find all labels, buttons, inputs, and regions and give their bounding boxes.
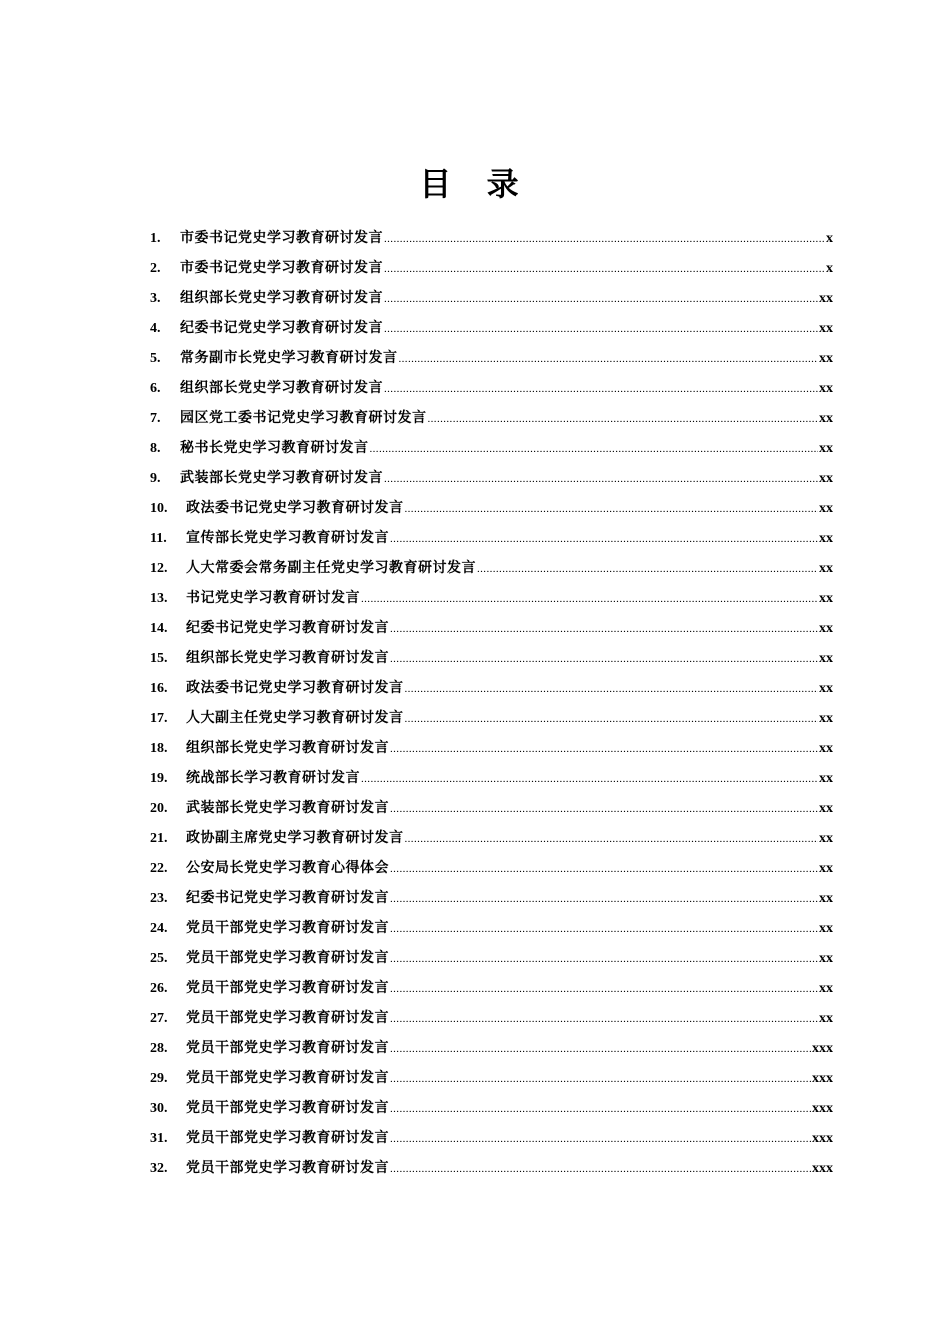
toc-dot-leader (390, 854, 818, 884)
toc-dot-leader (428, 404, 819, 434)
toc-entry-page: xx (819, 381, 833, 396)
toc-entry[interactable] (150, 853, 833, 883)
toc-entry[interactable] (150, 433, 833, 463)
toc-dot-leader (477, 554, 818, 584)
toc-entry[interactable] (150, 1063, 833, 1093)
toc-entry-number: 22. (150, 861, 168, 876)
toc-entry-page: xx (819, 681, 833, 696)
toc-dot-leader (384, 374, 818, 404)
toc-entry-number: 14. (150, 621, 168, 636)
toc-entry-title: 纪委书记党史学习教育研讨发言 (180, 320, 383, 336)
toc-entry-title: 党员干部党史学习教育研讨发言 (186, 1160, 389, 1176)
toc-entry-number: 4. (150, 321, 161, 336)
toc-entry-title: 组织部长党史学习教育研讨发言 (186, 650, 389, 666)
toc-entry-page: xxx (812, 1071, 833, 1086)
toc-entry[interactable] (150, 1003, 833, 1033)
toc-entry-title: 市委书记党史学习教育研讨发言 (180, 230, 383, 246)
toc-entry-number: 21. (150, 831, 168, 846)
toc-entry-page: xx (819, 621, 833, 636)
toc-entry-title: 秘书长党史学习教育研讨发言 (180, 440, 369, 456)
toc-entry-page: xx (819, 801, 833, 816)
toc-dot-leader (390, 884, 818, 914)
toc-dot-leader (390, 1094, 811, 1124)
toc-entry[interactable] (150, 673, 833, 703)
toc-dot-leader (390, 1124, 811, 1154)
toc-entry-page: xx (819, 951, 833, 966)
toc-entry-page: x (826, 231, 833, 246)
toc-entry[interactable] (150, 523, 833, 553)
toc-entry-title: 园区党工委书记党史学习教育研讨发言 (180, 410, 427, 426)
toc-entry[interactable] (150, 1033, 833, 1063)
toc-entry-number: 18. (150, 741, 168, 756)
toc-entry-number: 2. (150, 261, 161, 276)
toc-entry-page: xx (819, 441, 833, 456)
toc-entry-page: xx (819, 321, 833, 336)
toc-entry-title: 常务副市长党史学习教育研讨发言 (180, 350, 398, 366)
toc-entry[interactable] (150, 913, 833, 943)
toc-entry-title: 统战部长学习教育研讨发言 (186, 770, 360, 786)
toc-entry[interactable] (150, 943, 833, 973)
toc-dot-leader (390, 794, 818, 824)
toc-entry[interactable] (150, 463, 833, 493)
toc-dot-leader (390, 974, 818, 1004)
toc-entry-title: 组织部长党史学习教育研讨发言 (180, 380, 383, 396)
toc-entry-title: 政法委书记党史学习教育研讨发言 (186, 500, 404, 516)
toc-entry-number: 15. (150, 651, 168, 666)
toc-entry-page: xx (819, 1011, 833, 1026)
toc-dot-leader (405, 824, 819, 854)
toc-entry-number: 1. (150, 231, 161, 246)
toc-entry-page: xxx (812, 1101, 833, 1116)
toc-entry-number: 27. (150, 1011, 168, 1026)
toc-entry-title: 公安局长党史学习教育心得体会 (186, 860, 389, 876)
toc-entry-number: 16. (150, 681, 168, 696)
toc-entry-title: 武装部长党史学习教育研讨发言 (186, 800, 389, 816)
toc-entry-page: xx (819, 291, 833, 306)
toc-entry-title: 党员干部党史学习教育研讨发言 (186, 1010, 389, 1026)
toc-entry-number: 11. (150, 531, 167, 546)
toc-dot-leader (361, 764, 818, 794)
toc-entry[interactable] (150, 553, 833, 583)
toc-dot-leader (384, 314, 818, 344)
toc-dot-leader (405, 674, 819, 704)
toc-entry-number: 6. (150, 381, 161, 396)
toc-dot-leader (390, 614, 818, 644)
toc-entry-title: 政协副主席党史学习教育研讨发言 (186, 830, 404, 846)
toc-entry-title: 纪委书记党史学习教育研讨发言 (186, 890, 389, 906)
toc-entry-title: 武装部长党史学习教育研讨发言 (180, 470, 383, 486)
toc-dot-leader (390, 1064, 811, 1094)
toc-entry-title: 人大副主任党史学习教育研讨发言 (186, 710, 404, 726)
toc-entry-page: xx (819, 411, 833, 426)
toc-entry-title: 书记党史学习教育研讨发言 (186, 590, 360, 606)
toc-entry-page: xx (819, 861, 833, 876)
toc-entry[interactable] (150, 703, 833, 733)
toc-dot-leader (405, 494, 819, 524)
toc-entry[interactable] (150, 973, 833, 1003)
toc-entry-page: xx (819, 981, 833, 996)
toc-entry-number: 7. (150, 411, 161, 426)
toc-entry[interactable] (150, 583, 833, 613)
toc-dot-leader (390, 524, 818, 554)
toc-entry-title: 政法委书记党史学习教育研讨发言 (186, 680, 404, 696)
toc-dot-leader (370, 434, 819, 464)
toc-dot-leader (390, 1004, 818, 1034)
toc-entry-number: 19. (150, 771, 168, 786)
toc-entry-title: 党员干部党史学习教育研讨发言 (186, 920, 389, 936)
toc-entry-page: xx (819, 921, 833, 936)
toc-entry-number: 5. (150, 351, 161, 366)
toc-entry[interactable] (150, 1123, 833, 1153)
toc-dot-leader (384, 224, 825, 254)
toc-entry[interactable] (150, 313, 833, 343)
toc-entry[interactable] (150, 403, 833, 433)
toc-entry[interactable] (150, 223, 833, 253)
toc-entry[interactable] (150, 733, 833, 763)
page-title: 目 录 (419, 165, 531, 203)
table-of-contents (150, 223, 833, 1183)
toc-entry-title: 党员干部党史学习教育研讨发言 (186, 1100, 389, 1116)
toc-entry[interactable] (150, 283, 833, 313)
toc-entry-page: x (826, 261, 833, 276)
toc-entry-number: 20. (150, 801, 168, 816)
toc-entry-page: xx (819, 351, 833, 366)
toc-entry[interactable] (150, 1093, 833, 1123)
toc-entry-page: xx (819, 561, 833, 576)
toc-entry-page: xxx (812, 1041, 833, 1056)
toc-entry-title: 党员干部党史学习教育研讨发言 (186, 1070, 389, 1086)
toc-entry-page: xxx (812, 1161, 833, 1176)
toc-entry[interactable] (150, 1153, 833, 1183)
toc-dot-leader (390, 914, 818, 944)
toc-entry-page: xx (819, 531, 833, 546)
toc-entry[interactable] (150, 643, 833, 673)
toc-dot-leader (384, 254, 825, 284)
toc-entry-title: 人大常委会常务副主任党史学习教育研讨发言 (186, 560, 476, 576)
toc-dot-leader (384, 464, 818, 494)
toc-entry-number: 25. (150, 951, 168, 966)
toc-entry-page: xx (819, 891, 833, 906)
toc-entry-number: 24. (150, 921, 168, 936)
toc-entry[interactable] (150, 613, 833, 643)
toc-dot-leader (390, 1034, 811, 1064)
toc-entry-number: 30. (150, 1101, 168, 1116)
toc-dot-leader (361, 584, 818, 614)
toc-entry-number: 23. (150, 891, 168, 906)
toc-entry-number: 17. (150, 711, 168, 726)
toc-entry[interactable] (150, 373, 833, 403)
toc-entry-title: 党员干部党史学习教育研讨发言 (186, 980, 389, 996)
toc-entry-number: 8. (150, 441, 161, 456)
toc-entry-number: 26. (150, 981, 168, 996)
toc-entry-number: 9. (150, 471, 161, 486)
toc-entry[interactable] (150, 793, 833, 823)
toc-entry-title: 党员干部党史学习教育研讨发言 (186, 1130, 389, 1146)
toc-entry-title: 组织部长党史学习教育研讨发言 (186, 740, 389, 756)
toc-entry-number: 28. (150, 1041, 168, 1056)
toc-entry-title: 市委书记党史学习教育研讨发言 (180, 260, 383, 276)
toc-entry[interactable] (150, 253, 833, 283)
toc-entry-number: 31. (150, 1131, 168, 1146)
toc-dot-leader (390, 944, 818, 974)
toc-entry-page: xx (819, 741, 833, 756)
toc-entry-page: xxx (812, 1131, 833, 1146)
toc-entry[interactable] (150, 763, 833, 793)
toc-dot-leader (405, 704, 819, 734)
toc-entry-number: 10. (150, 501, 168, 516)
toc-entry-page: xx (819, 711, 833, 726)
toc-entry-number: 13. (150, 591, 168, 606)
toc-entry-page: xx (819, 831, 833, 846)
toc-entry[interactable] (150, 883, 833, 913)
toc-entry-page: xx (819, 501, 833, 516)
toc-entry-page: xx (819, 471, 833, 486)
toc-entry[interactable] (150, 493, 833, 523)
toc-dot-leader (399, 344, 819, 374)
toc-entry-number: 3. (150, 291, 161, 306)
toc-entry-number: 12. (150, 561, 168, 576)
toc-entry-page: xx (819, 651, 833, 666)
toc-dot-leader (390, 1154, 811, 1184)
toc-entry-title: 宣传部长党史学习教育研讨发言 (186, 530, 389, 546)
toc-entry-number: 32. (150, 1161, 168, 1176)
toc-entry-title: 纪委书记党史学习教育研讨发言 (186, 620, 389, 636)
toc-entry-title: 党员干部党史学习教育研讨发言 (186, 950, 389, 966)
toc-entry-number: 29. (150, 1071, 168, 1086)
toc-entry-title: 党员干部党史学习教育研讨发言 (186, 1040, 389, 1056)
toc-entry[interactable] (150, 343, 833, 373)
toc-entry-page: xx (819, 771, 833, 786)
toc-dot-leader (390, 734, 818, 764)
toc-entry[interactable] (150, 823, 833, 853)
toc-entry-page: xx (819, 591, 833, 606)
toc-entry-title: 组织部长党史学习教育研讨发言 (180, 290, 383, 306)
toc-dot-leader (384, 284, 818, 314)
toc-dot-leader (390, 644, 818, 674)
